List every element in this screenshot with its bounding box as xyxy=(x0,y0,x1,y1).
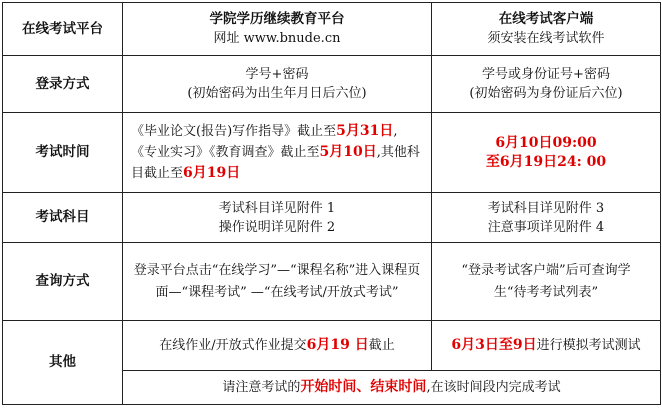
other-label: 其他 xyxy=(3,321,123,405)
exam-time-college-text-1: 《毕业论文(报告)写作指导》截止至 xyxy=(131,124,337,139)
login-label: 登录方式 xyxy=(3,56,123,113)
subjects-client-attachment-4: 注意事项详见附件 4 xyxy=(487,219,605,235)
exam-client-note: 须安装在线考试软件 xyxy=(487,31,605,46)
note-text-2: ,在该时间段内完成考试 xyxy=(426,380,561,395)
other-college-text-2: 截止 xyxy=(368,338,395,353)
header-row xyxy=(3,3,661,56)
exam-time-college xyxy=(123,113,432,193)
login-college xyxy=(123,56,432,113)
login-client-method: 学号或身份证号+密码 xyxy=(482,67,610,82)
exam-time-label: 考试时间 xyxy=(3,113,123,193)
exam-client-title: 在线考试客户端 xyxy=(498,11,594,27)
exam-time-client-start: 6月10日09:00 xyxy=(495,134,597,151)
header-exam-client xyxy=(432,3,661,56)
note-highlight: 开始时间、结束时间 xyxy=(300,379,427,395)
login-client xyxy=(432,56,661,113)
login-row xyxy=(3,56,661,113)
exam-time-note xyxy=(123,371,661,405)
exam-time-college-text-2: ,《专业实习》《教育调查》截止至 xyxy=(131,124,398,160)
other-client xyxy=(432,321,661,371)
query-college: 登录平台点击“在线学习”—“课程名称”进入课程页面—“课程考试” —“在线考试/开放式考试” xyxy=(123,243,432,321)
subjects-row xyxy=(3,193,661,243)
exam-time-college-text-3: ,其他科目截止至 xyxy=(131,145,420,181)
exam-time-deadline-internship: 5月10日 xyxy=(319,144,377,160)
college-platform-url: 网址 www.bnude.cn xyxy=(213,31,341,46)
other-college-deadline: 6月19 日 xyxy=(306,337,369,353)
subjects-label: 考试科目 xyxy=(3,193,123,243)
other-college-text-1: 在线作业/开放式作业提交 xyxy=(159,338,307,353)
other-college xyxy=(123,321,432,371)
subjects-client-attachment-3: 考试科目详见附件 3 xyxy=(487,200,605,216)
other-client-mock-dates: 6月3日至9日 xyxy=(451,337,537,353)
exam-time-client xyxy=(432,113,661,193)
note-text-1: 请注意考试的 xyxy=(222,380,301,395)
subjects-college xyxy=(123,193,432,243)
header-platform-label: 在线考试平台 xyxy=(3,3,123,56)
college-platform-title: 学院学历继续教育平台 xyxy=(209,11,345,27)
other-client-mock-text: 进行模拟考试测试 xyxy=(536,338,641,353)
header-college-platform xyxy=(123,3,432,56)
exam-time-deadline-others: 6月19日 xyxy=(183,165,241,181)
login-client-password-note: (初始密码为身份证后六位) xyxy=(469,86,623,101)
query-row xyxy=(3,243,661,321)
exam-time-deadline-thesis: 5月31日 xyxy=(336,123,394,139)
query-client: “登录考试客户端”后可查询学生“待考考试列表” xyxy=(432,243,661,321)
subjects-client xyxy=(432,193,661,243)
exam-time-client-end: 至6月19日24: 00 xyxy=(485,153,607,170)
other-row xyxy=(3,321,661,371)
exam-time-row xyxy=(3,113,661,193)
exam-info-table xyxy=(2,2,661,405)
subjects-college-attachment-2: 操作说明详见附件 2 xyxy=(218,219,336,235)
login-college-method: 学号+密码 xyxy=(245,67,309,82)
query-label: 查询方式 xyxy=(3,243,123,321)
subjects-college-attachment-1: 考试科目详见附件 1 xyxy=(218,200,336,216)
login-college-password-note: (初始密码为出生年月日后六位) xyxy=(187,86,367,101)
